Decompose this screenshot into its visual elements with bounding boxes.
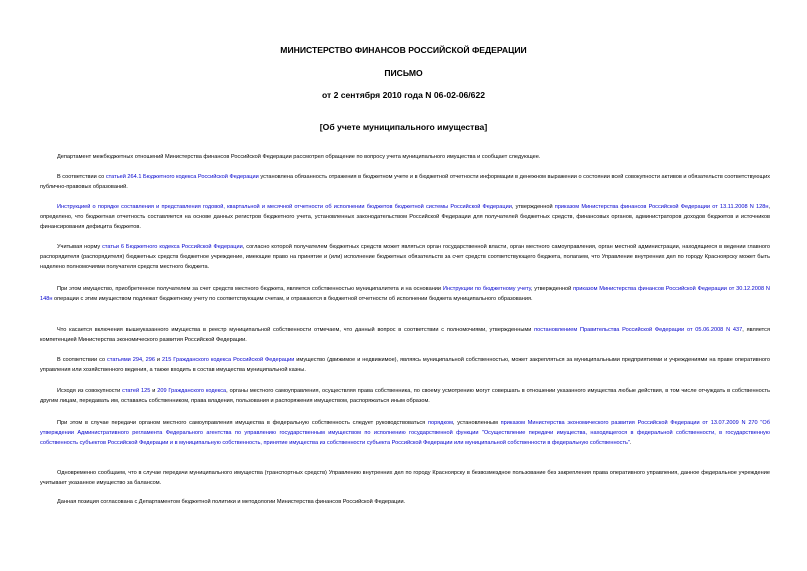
- doc-link[interactable]: приказом Министерства финансов Российской Федерации от 13.11.2008 N 128н: [554, 204, 769, 210]
- text-segment: Одновременно сообщаем, что в случае передачи муниципального имущества (транспортных средств) Управлению внутренних дел по городу Красноярску в безвозмездное пользование без закрепления права оперативного управления, данное федеральное учреждение учитывает указанное имущество за балансом.: [40, 470, 770, 486]
- text-segment: Исходя из совокупности: [57, 388, 123, 394]
- document-type-heading: ПИСЬМО: [384, 68, 423, 78]
- paragraph-9: [40, 418, 770, 448]
- text-segment: установлена обязанность отражения в бюджетном учете и в бюджетной отчетности информации в денежном выражении о состоянии всей совокупности активов и обязательств соответствующих публично-правовых образований.: [40, 174, 770, 190]
- text-segment: , является компетенцией Министерства экономического развития Российской Федерации.: [40, 327, 770, 343]
- doc-link[interactable]: 296: [145, 357, 155, 363]
- text-segment: В соответствии со: [57, 357, 108, 363]
- text-segment: , определено, что бюджетная отчетность составляется на основе данных регистров бюджетного учета, установленных законодательством Российской Федерации для получателей бюджетных средств, финансовых органов, администраторов доходов бюджетов и источников финансирования дефицита бюджетов.: [40, 204, 770, 230]
- ministry-heading: МИНИСТЕРСТВО ФИНАНСОВ РОССИЙСКОЙ ФЕДЕРАЦИИ: [280, 45, 527, 55]
- doc-link[interactable]: Инструкцией о порядке составления и представления годовой, квартальной и месячной отчетности об исполнении бюджетов бюджетной системы Российской Федерации: [57, 204, 512, 210]
- doc-link[interactable]: порядком: [427, 420, 453, 426]
- paragraph-10: [40, 468, 770, 488]
- subject-heading: [Об учете муниципального имущества]: [319, 122, 488, 132]
- text-segment: и: [150, 388, 158, 394]
- paragraph-3: [40, 202, 770, 232]
- text-segment: и: [154, 357, 162, 363]
- text-segment: , установленным: [452, 420, 501, 426]
- text-segment: Что касается включения вышеуказанного имущества в реестр муниципальной собственности отмечаем, что данный вопрос в соответствии с полномочиями, утвержденными: [57, 327, 535, 333]
- text-segment: ,: [142, 357, 146, 363]
- doc-link[interactable]: 209 Гражданского кодекса: [157, 388, 227, 394]
- doc-link[interactable]: приказом Министерства экономического развития Российской Федерации от 13.07.2009 N 270: [500, 420, 758, 426]
- doc-link[interactable]: статьи 6 Бюджетного кодекса Российской Федерации: [102, 244, 243, 250]
- doc-link[interactable]: статьями 294: [107, 357, 143, 363]
- doc-link[interactable]: Инструкции по бюджетному учету: [442, 286, 531, 292]
- text-segment: Департамент межбюджетных отношений Министерства финансов Российской Федерации рассмотрел обращение по вопросу учета муниципального имущества и сообщает следующее.: [57, 154, 541, 160]
- text-segment: , согласно которой получателем бюджетных средств может являться орган государственной власти, орган местного самоуправления, орган местной администрации, находящиеся в ведении главного распорядителя (распорядителя) бюджетных средств бюджетное учреждение, имеющие право на принятие и (или) исполнение бюджетных обязательств за счет средств соответствующего бюджета, полагаем, что Управление внутренних дел по городу Красноярску может быть наделено полномочиями получателя средств местного бюджета.: [40, 244, 770, 270]
- text-segment: При этом в случае передачи органом местного самоуправления имущества в федеральную собственность следует руководствоваться: [57, 420, 428, 426]
- doc-link[interactable]: постановлением Правительства Российской Федерации от 05.06.2008 N 437: [534, 327, 743, 333]
- text-segment: При этом имущество, приобретенное получателем за счет средств местного бюджета, является собственностью муниципалитета и на основании: [57, 286, 443, 292]
- paragraph-8: [40, 386, 770, 406]
- text-segment: имущество (движимое и недвижимое), являясь муниципальной собственностью, может закрепляться за муниципальными предприятиями и учреждениями на праве оперативного управления или хозяйственного ведения, а также входить в состав имущества муниципальной казны.: [40, 357, 770, 373]
- doc-link[interactable]: приказом Министерства финансов Российской Федерации от 30.12.2008 N 148н: [40, 286, 770, 302]
- text-segment: В соответствии со: [57, 174, 106, 180]
- paragraph-7: [40, 355, 770, 375]
- text-segment: .: [629, 440, 632, 446]
- text-segment: Данная позиция согласована с Департаментом бюджетной политики и методологии Министерства финансов Российской Федерации.: [57, 499, 406, 505]
- doc-link[interactable]: статей 125: [122, 388, 151, 394]
- text-segment: , органы местного самоуправления, осуществляя права собственника, по своему усмотрению могут совершать в отношении указанного имущества любые действия, в том числе отчуждать в собственность другим лицам, передавать им, оставаясь собственником, права владения, пользования и распоряжения имуществом, распоряжаться иным образом.: [40, 388, 771, 404]
- text-segment: , утвержденной: [511, 204, 555, 210]
- paragraph-4: [40, 242, 770, 272]
- doc-link[interactable]: статьей 264.1 Бюджетного кодекса Российской Федерации: [105, 174, 259, 180]
- paragraph-1: [40, 152, 770, 162]
- paragraph-2: [40, 172, 770, 192]
- doc-link[interactable]: 215 Гражданского кодекса Российской Федерации: [162, 357, 295, 363]
- date-number-heading: от 2 сентября 2010 года N 06-02-06/622: [321, 90, 486, 100]
- text-segment: операции с этим имуществом подлежат бюджетному учету по соответствующим счетам, и отражаются в бюджетной отчетности об исполнении бюджета муниципального образования.: [52, 296, 533, 302]
- paragraph-5: [40, 284, 770, 304]
- paragraph-11: [40, 497, 770, 507]
- paragraph-6: [40, 325, 770, 345]
- doc-link[interactable]: "Об утверждении Административного регламента Федерального агентства по управлению государственным имуществом по исполнению государственной функции "Осуществление передачи имущества, находящегося в федеральной собственности, в государственную собственность субъектов Российской Федерации и в муниципальную собственность, принятие имущества из собственности субъекта Российской Федерации или муниципальной собственности в федеральную собственность": [40, 420, 770, 446]
- text-segment: , утвержденной: [530, 286, 574, 292]
- text-segment: Учитывая норму: [57, 244, 103, 250]
